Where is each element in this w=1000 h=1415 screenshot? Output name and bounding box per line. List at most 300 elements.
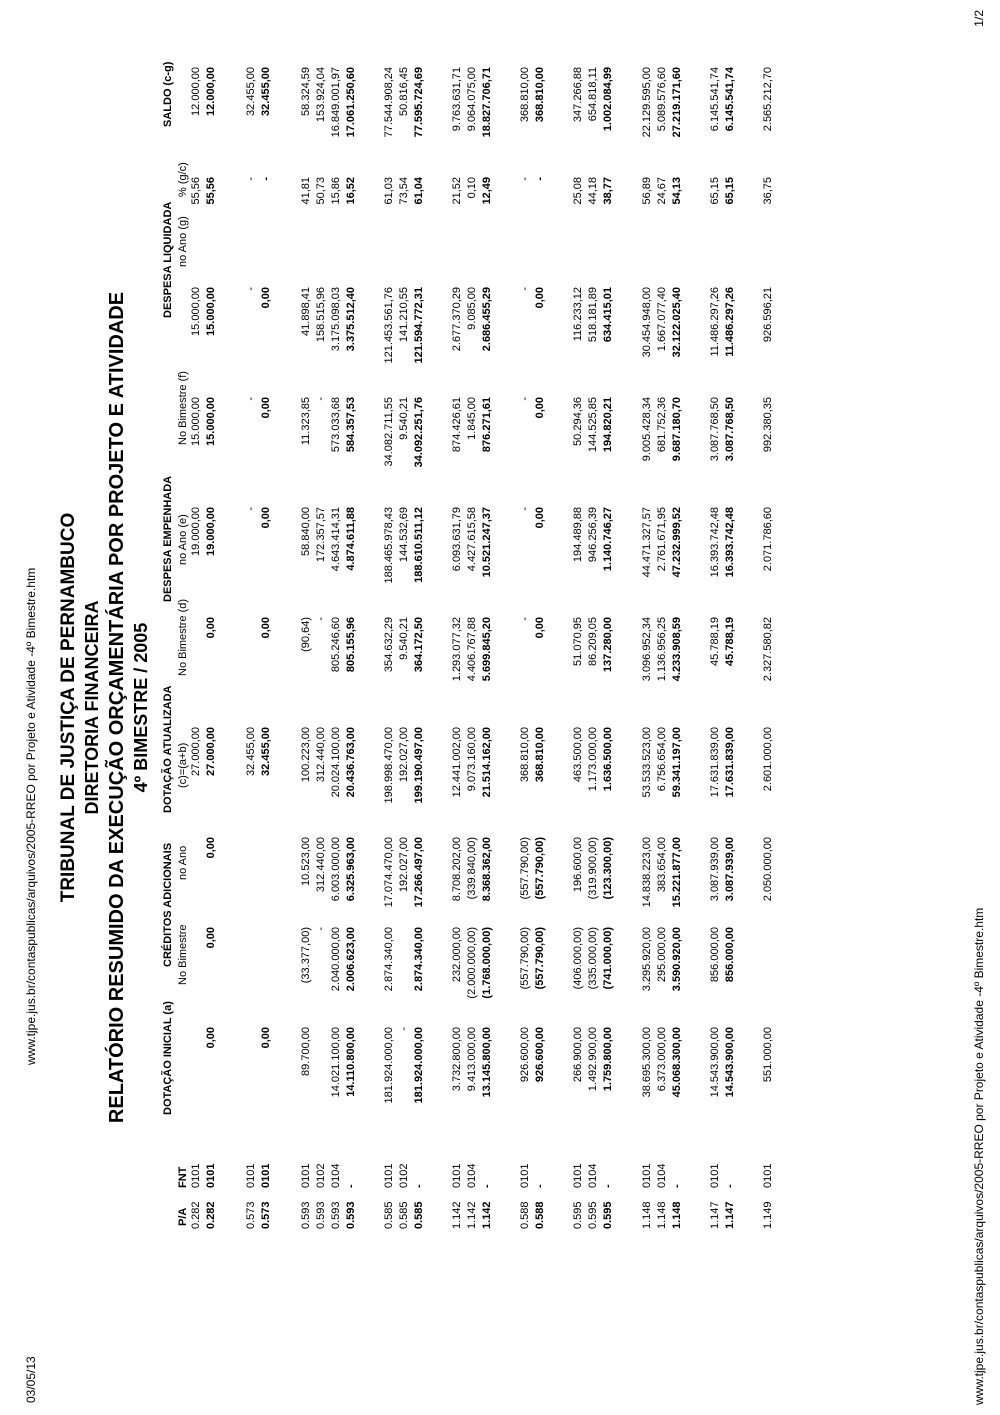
col-dotacao-formula: (c)=(a+b) (177, 742, 189, 788)
cell-pct: 16,52 (345, 177, 357, 205)
cell-ea: 19.000,00 (205, 507, 217, 556)
cell-lb: 194.820,21 (602, 397, 614, 453)
cell-dot: - (398, 1027, 410, 1031)
cell-ea: 2.071.786,60 (762, 507, 774, 572)
cell-saldo: 32.455,00 (245, 67, 257, 116)
cell-pct: 15,86 (330, 177, 342, 205)
cell-lb: 992.380,35 (762, 397, 774, 453)
cell-lb: 0,00 (534, 397, 546, 419)
cell-la: 2.686.455,29 (481, 287, 493, 352)
cell-da: 59.341.197,00 (671, 727, 683, 798)
cell-fnt: - (345, 1184, 357, 1188)
cell-ca: 2.050.000,00 (762, 837, 774, 902)
cell-ca: 15.221.877,00 (671, 837, 683, 908)
cell-la: 32.122.025,40 (671, 287, 683, 358)
cell-eb: 86.209,05 (587, 617, 599, 666)
cell-ca: 0,00 (205, 837, 217, 859)
cell-eb: 3.096.952,34 (641, 617, 653, 682)
cell-fnt: 0102 (398, 1163, 410, 1188)
cell-eb: 45.788,19 (709, 617, 721, 666)
cell-fnt: - (481, 1184, 493, 1188)
col-empenhada-bimestre: No Bimestre (d) (177, 598, 189, 676)
cell-cb: 2.874.340,00 (413, 927, 425, 992)
cell-fnt: 0104 (587, 1163, 599, 1188)
cell-saldo: 9.763.631,71 (451, 67, 463, 132)
cell-ca: 17.074.470,00 (383, 837, 395, 908)
cell-ea: 2.761.671,95 (656, 507, 668, 572)
cell-pct: 25,08 (572, 177, 584, 205)
col-dotacao-inicial: DOTAÇÃO INICIAL (a) (162, 1001, 174, 1115)
cell-cb: 2.006.623,00 (345, 927, 357, 992)
cell-dot: 14.021.100,00 (330, 1027, 342, 1098)
cell-pct: 65,15 (709, 177, 721, 205)
cell-ca: (319.900,00) (587, 837, 599, 900)
cell-fnt: 0104 (466, 1163, 478, 1188)
cell-da: 9.073.160,00 (466, 727, 478, 792)
cell-la: - (519, 287, 531, 291)
cell-eb: 9.540,21 (398, 617, 410, 660)
cell-la: 0,00 (260, 287, 272, 309)
cell-saldo: 50.816,45 (398, 67, 410, 116)
cell-pct: 36,75 (762, 177, 774, 205)
cell-eb: 51.070,95 (572, 617, 584, 666)
cell-da: 368.810,00 (534, 727, 546, 783)
cell-pa: 1.148 (641, 1201, 653, 1229)
cell-saldo: 12.000,00 (190, 67, 202, 116)
cell-da: 463.500,00 (572, 727, 584, 783)
cell-lb: 681.752,36 (656, 397, 668, 453)
cell-cb: (557.790,00) (519, 927, 531, 990)
cell-pct: 12,49 (481, 177, 493, 205)
cell-ca: 10.523,00 (300, 837, 312, 886)
cell-lb: 9.540,21 (398, 397, 410, 440)
cell-dot: 6.373.000,00 (656, 1027, 668, 1092)
cell-fnt: 0102 (315, 1163, 327, 1188)
cell-lb: 15.000,00 (190, 397, 202, 446)
cell-ea: 4.874.611,88 (345, 507, 357, 571)
cell-pa: 1.149 (762, 1201, 774, 1229)
cell-pa: 1.148 (656, 1201, 668, 1229)
cell-dot: 266.900,00 (572, 1027, 584, 1083)
cell-ca: 3.087.939,00 (724, 837, 736, 902)
cell-pa: 0.585 (413, 1201, 425, 1229)
title-bimestre: 4º BIMESTRE / 2005 (131, 622, 151, 793)
cell-ea: 188.465.978,43 (383, 507, 395, 584)
cell-la: 158.515,96 (315, 287, 327, 343)
col-empenhada-ano: no Ano (e) (177, 514, 189, 565)
cell-da: 21.514.162,00 (481, 727, 493, 798)
cell-ca: 14.838.223,00 (641, 837, 653, 908)
cell-pa: 0.593 (330, 1201, 342, 1229)
cell-ca: 6.003.000,00 (330, 837, 342, 902)
cell-eb: 1.136.956,25 (656, 617, 668, 682)
cell-da: 27.000,00 (205, 727, 217, 776)
cell-la: 518.181,89 (587, 287, 599, 343)
cell-la: 926.596,21 (762, 287, 774, 343)
cell-eb: 2.327.580,82 (762, 617, 774, 682)
cell-pct: 61,04 (413, 177, 425, 205)
cell-da: 2.601.000,00 (762, 727, 774, 792)
cell-saldo: 1.002.084,99 (602, 67, 614, 132)
cell-dot: 3.732.800,00 (451, 1027, 463, 1092)
cell-lb: 876.271,61 (481, 397, 493, 453)
cell-cb: (557.790,00) (534, 927, 546, 990)
cell-lb: - (245, 397, 257, 401)
cell-da: 312.440,00 (315, 727, 327, 783)
cell-la: 41.898,41 (300, 287, 312, 336)
cell-ca: (123.300,00) (602, 837, 614, 900)
cell-saldo: 17.061.250,60 (345, 67, 357, 138)
cell-fnt: 0101 (762, 1163, 774, 1188)
cell-pct: - (519, 177, 531, 181)
cell-eb: 805.155,96 (345, 617, 357, 673)
cell-pct: 65,15 (724, 177, 736, 205)
cell-eb: 0,00 (205, 617, 217, 639)
cell-lb: 9.005.428,34 (641, 397, 653, 462)
cell-dot: 89.700,00 (300, 1027, 312, 1076)
cell-cb: 856.000,00 (709, 927, 721, 983)
cell-ca: (557.790,00) (534, 837, 546, 900)
cell-da: 53.533.523,00 (641, 727, 653, 798)
cell-pa: 0.593 (315, 1201, 327, 1229)
cell-fnt: - (602, 1184, 614, 1188)
cell-ea: 19.000,00 (190, 507, 202, 556)
col-despesa-liquidada: DESPESA LIQUIDADA (162, 201, 174, 318)
cell-pa: 0.595 (587, 1201, 599, 1229)
cell-pct: 24,67 (656, 177, 668, 205)
footer-url: www.tjpe.jus.br/contaspublicas/arquivos/2005-RREO por Projeto e Atividade -4º Bimestre.htm (972, 907, 986, 1405)
cell-la: 3.375.512,40 (345, 287, 357, 352)
cell-saldo: 22.129.595,00 (641, 67, 653, 138)
cell-da: 27.000,00 (190, 727, 202, 776)
cell-la: 1.667.077,40 (656, 287, 668, 352)
cell-eb: - (519, 617, 531, 621)
cell-da: 6.756.654,00 (656, 727, 668, 792)
cell-pa: 1.147 (709, 1201, 721, 1229)
cell-lb: 874.426,61 (451, 397, 463, 453)
cell-dot: 0,00 (260, 1027, 272, 1049)
cell-ea: 16.393.742,48 (724, 507, 736, 578)
cell-pct: 0,10 (466, 177, 478, 199)
cell-saldo: 58.324,59 (300, 67, 312, 116)
cell-pct: 55,56 (205, 177, 217, 205)
cell-eb: 5.699.845,20 (481, 617, 493, 682)
cell-fnt: 0101 (205, 1163, 217, 1188)
cell-la: 11.486.297,26 (709, 287, 721, 357)
cell-dot: 14.110.800,00 (345, 1027, 357, 1097)
cell-eb: 0,00 (534, 617, 546, 639)
cell-ca: (339.840,00) (466, 837, 478, 900)
cell-pa: 1.142 (481, 1201, 493, 1229)
cell-lb: 34.092.251,76 (413, 397, 425, 468)
cell-ea: 188.610.511,12 (413, 507, 425, 583)
cell-cb: 3.590.920,00 (671, 927, 683, 992)
cell-ea: 4.643.414,31 (330, 507, 342, 572)
cell-saldo: 5.089.576,60 (656, 67, 668, 132)
cell-eb: 137.280,00 (602, 617, 614, 673)
cell-ea: 10.521.247,37 (481, 507, 493, 578)
cell-lb: 584.357,53 (345, 397, 357, 453)
cell-la: 141.210,55 (398, 287, 410, 343)
cell-ea: 4.427.615,58 (466, 507, 478, 572)
cell-la: 121.453.561,76 (383, 287, 395, 364)
col-creditos-bimestre: No Bimestre (177, 924, 189, 985)
col-liquidada-bimestre: No Bimestre (f) (177, 371, 189, 445)
col-percentual: % (g/c) (177, 162, 189, 197)
col-dotacao-atualizada: DOTAÇÃO ATUALIZADA (162, 685, 174, 813)
cell-saldo: 2.565.212,70 (762, 67, 774, 132)
cell-saldo: 16.849.001,97 (330, 67, 342, 138)
cell-lb: 3.087.768,50 (709, 397, 721, 462)
cell-cb: 2.874.340,00 (383, 927, 395, 992)
col-fnt: FNT (177, 1166, 189, 1188)
cell-dot: 926.600,00 (519, 1027, 531, 1083)
cell-fnt: 0101 (641, 1163, 653, 1188)
cell-da: 199.190.497,00 (413, 727, 425, 804)
cell-pct: - (534, 177, 546, 181)
cell-da: 192.027,00 (398, 727, 410, 783)
cell-cb: 3.295.920,00 (641, 927, 653, 992)
cell-cb: 2.040.000,00 (330, 927, 342, 992)
cell-ca: 3.087.939,00 (709, 837, 721, 902)
cell-pct: - (245, 177, 257, 181)
cell-la: - (245, 287, 257, 291)
cell-eb: 4.406.767,88 (466, 617, 478, 682)
cell-eb: 1.293.077,32 (451, 617, 463, 682)
cell-ca: 192.027,00 (398, 837, 410, 893)
cell-cb: - (315, 927, 327, 931)
cell-saldo: 32.455,00 (260, 67, 272, 116)
col-creditos-ano: no Ano (177, 845, 189, 880)
cell-fnt: 0104 (330, 1163, 342, 1188)
cell-pa: 0.593 (300, 1201, 312, 1229)
print-date: 03/05/13 (24, 1356, 38, 1403)
cell-ca: 196.600,00 (572, 837, 584, 893)
cell-pct: 56,89 (641, 177, 653, 205)
col-liquidada-ano: no Ano (g) (177, 216, 189, 267)
cell-da: 368.810,00 (519, 727, 531, 783)
cell-saldo: 18.827.706,71 (481, 67, 493, 138)
cell-pct: 50,73 (315, 177, 327, 205)
cell-da: 20.024.100,00 (330, 727, 342, 798)
cell-fnt: - (413, 1184, 425, 1188)
col-pa: P/A (177, 1207, 189, 1226)
cell-saldo: 368.810,00 (519, 67, 531, 123)
cell-la: 9.085,00 (466, 287, 478, 330)
cell-la: 2.677.370,29 (451, 287, 463, 352)
cell-dot: 1.492.900,00 (587, 1027, 599, 1092)
cell-ca: 8.368.362,00 (481, 837, 493, 902)
cell-ea: - (245, 507, 257, 511)
cell-la: 11.486.297,26 (724, 287, 736, 357)
cell-fnt: - (534, 1184, 546, 1188)
cell-la: 0,00 (534, 287, 546, 309)
cell-saldo: 153.924,04 (315, 67, 327, 123)
cell-la: 121.594.772,31 (413, 287, 425, 364)
col-creditos-adicionais: CRÉDITOS ADICIONAIS (162, 842, 174, 967)
cell-lb: - (315, 397, 327, 401)
cell-da: 1.636.500,00 (602, 727, 614, 792)
cell-da: 17.631.839,00 (724, 727, 736, 798)
cell-fnt: 0101 (451, 1163, 463, 1188)
cell-eb: 4.233.908,59 (671, 617, 683, 682)
cell-lb: 573.033,68 (330, 397, 342, 453)
cell-lb: 15.000,00 (205, 397, 217, 446)
cell-la: 15.000,00 (205, 287, 217, 336)
cell-dot: 9.413.000,00 (466, 1027, 478, 1092)
cell-pct: 21,52 (451, 177, 463, 205)
cell-pa: 0.588 (519, 1201, 531, 1229)
cell-pa: 1.148 (671, 1201, 683, 1229)
cell-pct: 55,56 (190, 177, 202, 205)
cell-ca: 312.440,00 (315, 837, 327, 893)
cell-dot: 551.000,00 (762, 1027, 774, 1083)
cell-fnt: - (724, 1184, 736, 1188)
cell-eb: 45.788,19 (724, 617, 736, 666)
cell-pct: 44,18 (587, 177, 599, 205)
cell-saldo: 368.810,00 (534, 67, 546, 123)
cell-dot: 926.600,00 (534, 1027, 546, 1083)
cell-saldo: 9.064.075,00 (466, 67, 478, 132)
cell-ea: 0,00 (534, 507, 546, 529)
cell-lb: 9.687.180,70 (671, 397, 683, 462)
cell-eb: (90,64) (300, 617, 312, 652)
cell-pa: 0.282 (190, 1201, 202, 1229)
cell-la: 3.175.098,03 (330, 287, 342, 352)
col-despesa-empenhada: DESPESA EMPENHADA (162, 475, 174, 602)
cell-lb: - (519, 397, 531, 401)
cell-dot: 14.543.900,00 (724, 1027, 736, 1098)
cell-pa: 0.585 (398, 1201, 410, 1229)
cell-da: 17.631.839,00 (709, 727, 721, 798)
cell-da: 32.455,00 (260, 727, 272, 776)
cell-pct: 54,13 (671, 177, 683, 205)
cell-ca: 17.266.497,00 (413, 837, 425, 908)
cell-da: 12.441.002,00 (451, 727, 463, 798)
cell-pa: 0.588 (534, 1201, 546, 1229)
cell-fnt: 0101 (190, 1163, 202, 1188)
cell-lb: 50.294,36 (572, 397, 584, 446)
cell-eb: 354.632,29 (383, 617, 395, 673)
cell-eb: - (315, 617, 327, 621)
cell-lb: 3.087.768,50 (724, 397, 736, 462)
cell-pct: 73,54 (398, 177, 410, 205)
col-saldo: SALDO (c-g) (162, 61, 174, 127)
cell-da: 20.436.763,00 (345, 727, 357, 798)
cell-cb: (335.000,00) (587, 927, 599, 990)
cell-saldo: 347.266,88 (572, 67, 584, 123)
cell-cb: 295.000,00 (656, 927, 668, 983)
cell-ea: 58.840,00 (300, 507, 312, 556)
cell-saldo: 77.544.908,24 (383, 67, 395, 138)
cell-pa: 1.142 (451, 1201, 463, 1229)
cell-pa: 0.573 (260, 1201, 272, 1229)
cell-ea: 44.471.327,57 (641, 507, 653, 578)
cell-pa: 1.142 (466, 1201, 478, 1229)
cell-fnt: 0101 (260, 1163, 272, 1188)
cell-lb: 144.525,85 (587, 397, 599, 453)
cell-ea: 6.093.631,79 (451, 507, 463, 572)
cell-ea: 172.357,57 (315, 507, 327, 563)
cell-cb: (406.000,00) (572, 927, 584, 990)
cell-cb: (33.377,00) (300, 927, 312, 984)
cell-ea: 47.232.999,52 (671, 507, 683, 578)
cell-ea: - (519, 507, 531, 511)
cell-pa: 1.147 (724, 1201, 736, 1229)
cell-pct: 41,81 (300, 177, 312, 205)
cell-ca: 8.708.202,00 (451, 837, 463, 902)
cell-dot: 14.543.900,00 (709, 1027, 721, 1098)
cell-pa: 0.593 (345, 1201, 357, 1229)
cell-pa: 0.282 (205, 1201, 217, 1229)
cell-ea: 144.532,69 (398, 507, 410, 563)
cell-pa: 0.573 (245, 1201, 257, 1229)
cell-da: 32.455,00 (245, 727, 257, 776)
cell-lb: 1.845,00 (466, 397, 478, 440)
cell-da: 100.223,00 (300, 727, 312, 783)
cell-fnt: - (671, 1184, 683, 1188)
title-diretoria: DIRETORIA FINANCEIRA (82, 600, 102, 815)
cell-pa: 0.595 (572, 1201, 584, 1229)
cell-la: 116.233,12 (572, 287, 584, 342)
page-number: 1/2 (972, 10, 986, 27)
cell-lb: 0,00 (260, 397, 272, 419)
cell-lb: 34.082.711,55 (383, 397, 395, 467)
cell-da: 1.173.000,00 (587, 727, 599, 792)
cell-ca: 6.325.963,00 (345, 837, 357, 902)
cell-dot: 0,00 (205, 1027, 217, 1049)
cell-pct: - (260, 177, 272, 181)
source-url: www.tjpe.jus.br/contaspublicas/arquivos/2005-RREO por Projeto e Atividade -4º Bimestre.htm (24, 567, 38, 1065)
cell-saldo: 654.818,11 (587, 67, 599, 122)
cell-ea: 16.393.742,48 (709, 507, 721, 578)
cell-da: 198.998.470,00 (383, 727, 395, 804)
cell-saldo: 6.145.541,74 (724, 67, 736, 132)
cell-ca: (557.790,00) (519, 837, 531, 900)
cell-fnt: 0101 (572, 1163, 584, 1188)
cell-pct: 38,77 (602, 177, 614, 205)
cell-fnt: 0101 (300, 1163, 312, 1188)
cell-dot: 1.759.800,00 (602, 1027, 614, 1092)
cell-ea: 0,00 (260, 507, 272, 529)
cell-cb: (2.000.000,00) (466, 927, 478, 999)
title-relatorio: RELATÓRIO RESUMIDO DA EXECUÇÃO ORÇAMENTÁRIA POR PROJETO E ATIVIDADE (106, 291, 128, 1124)
cell-ea: 194.489,88 (572, 507, 584, 563)
cell-fnt: 0104 (656, 1163, 668, 1188)
cell-ca: 383.654,00 (656, 837, 668, 893)
cell-ea: 946.256,39 (587, 507, 599, 563)
cell-fnt: 0101 (245, 1163, 257, 1188)
cell-fnt: 0101 (383, 1163, 395, 1188)
cell-dot: 13.145.800,00 (481, 1027, 493, 1098)
cell-ea: 1.140.746,27 (602, 507, 614, 572)
cell-la: 634.415,01 (602, 287, 614, 343)
cell-saldo: 12.000,00 (205, 67, 217, 116)
cell-cb: 856.000,00 (724, 927, 736, 983)
cell-eb: 805.246,60 (330, 617, 342, 673)
cell-cb: (1.768.000,00) (481, 927, 493, 999)
cell-cb: (741.000,00) (602, 927, 614, 990)
cell-lb: 11.323,85 (300, 397, 312, 446)
cell-fnt: 0101 (709, 1163, 721, 1188)
cell-pa: 0.585 (383, 1201, 395, 1229)
cell-eb: 364.172,50 (413, 617, 425, 673)
cell-saldo: 27.219.171,60 (671, 67, 683, 138)
cell-dot: 38.695.300,00 (641, 1027, 653, 1098)
title-tribunal: TRIBUNAL DE JUSTIÇA DE PERNAMBUCO (58, 512, 79, 903)
cell-cb: 232.000,00 (451, 927, 463, 983)
cell-dot: 181.924.000,00 (383, 1027, 395, 1104)
